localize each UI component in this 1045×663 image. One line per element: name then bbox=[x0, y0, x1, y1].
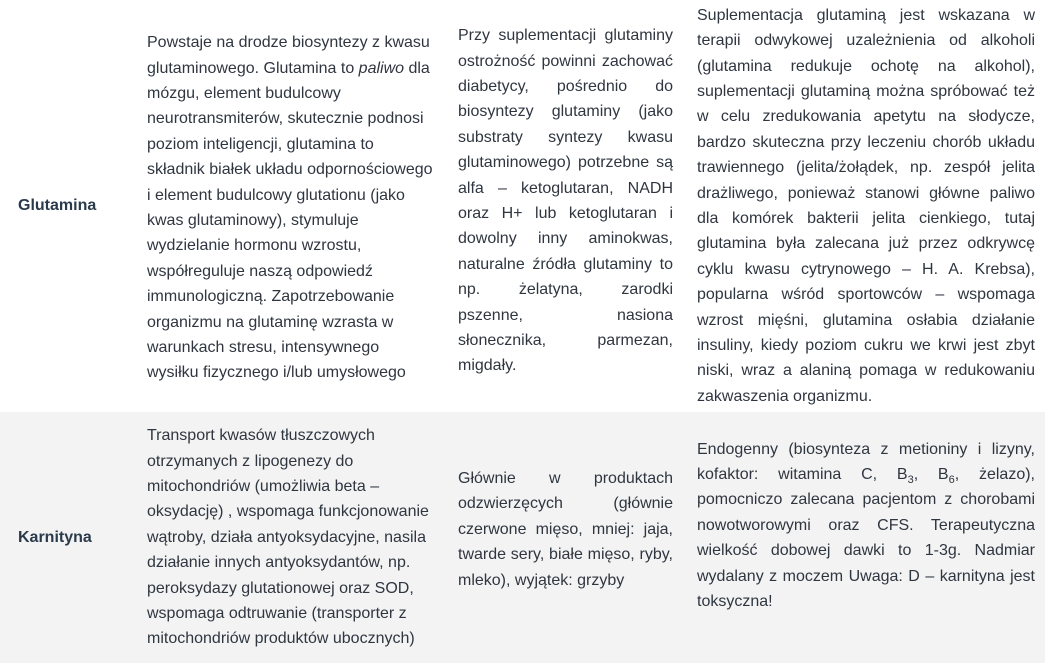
role-text: Transport kwasów tłuszczowych otrzymanych z lipogenezy do mitochondriów (umożliwia beta – oksydację) , wspomaga funkcjonowanie wątroby, działa antyoksydacyjne, nasila działanie innych antyoksydantów, np. peroksydazy glutationowej oraz SOD, wspomaga odtruwanie (transporter z mitochondriów produktów ubocznych) bbox=[147, 427, 429, 648]
notes-text-part: Endogenny (biosynteza z metioniny i lizyny, kofaktor: witamina C, B bbox=[697, 440, 1035, 483]
role-text-part: Powstaje na drodze biosyntezy z kwasu glutaminowego. Glutamina to bbox=[147, 34, 430, 77]
notes-text: Suplementacja glutaminą jest wskazana w terapii odwykowej uzależnienia od alkoholi (glutamina redukuje ochotę na alkohol), suplementacji glutaminą można spróbować też w celu zredukowania apetytu na słodycze, bardzo skuteczna przy leczeniu chorób układu trawiennego (jelita/żołądek, np. zespół jelita drażliwego, ponieważ stanowi główne paliwo dla komórek bakterii jelita cienkiego, tutaj glutamina była zalecana już przez odkrywcę cyklu kwasu cytrynowego – H. A. Krebsa), popularna wśród sportowców – wspomaga wzrost mięśni, glutamina osłabia działanie insuliny, kiedy poziom cukru we krwi jest zbyt niski, wraz a alaniną pomaga w redukowaniu zakwaszenia organizmu. bbox=[697, 6, 1035, 405]
substance-name: Karnityna bbox=[18, 528, 92, 546]
substance-name: Glutamina bbox=[18, 197, 97, 215]
table-row bbox=[0, 412, 1045, 663]
sources-text: Przy suplementacji glutaminy ostrożność powinni zachować diabetycy, pośrednio do biosyntezy glutaminy (jako substraty syntezy kwasu glutaminowego) potrzebne są alfa – ketoglutaran, NADH oraz H+ lub ketoglutaran i dowolny inny aminokwas, naturalne źródła glutaminy to np. żelatyna, zarodki pszenne, nasiona słonecznika, parmezan, migdały. bbox=[458, 27, 673, 375]
sources-text: Głównie w produktach odzwierzęcych (głównie czerwone mięso, mniej: jaja, twarde sery, białe mięso, ryby, mleko), wyjątek: grzyby bbox=[458, 469, 673, 589]
sources-cell bbox=[446, 412, 683, 663]
role-text bbox=[147, 26, 434, 386]
notes-text-part: , B bbox=[913, 465, 949, 483]
notes-text bbox=[697, 437, 1035, 639]
notes-text-part: , żelazo), pomocniczo zalecana pacjentom z chorobami nowotworowymi oraz CFS. Terapeutyczna wielkość dobowej dawki to 1-3g. Nadmiar wydalany z moczem Uwaga: D – karnityna jest toksyczna! bbox=[697, 465, 1036, 611]
sources-cell bbox=[446, 0, 683, 412]
substance-name-cell bbox=[0, 412, 137, 663]
notes-cell bbox=[683, 412, 1045, 663]
notes-cell bbox=[683, 0, 1045, 412]
role-text-italic: paliwo bbox=[358, 59, 405, 77]
role-text-part: dla mózgu, element budulcowy neurotransmiterów, skutecznie podnosi poziom inteligencji, glutamina to składnik białek układu odpornościowego i element budulcowy glutationu (jako kwas glutaminowy), stymuluje wydzielanie hormonu wzrostu, współreguluje naszą odpowiedź immunologiczną. Zapotrzebowanie organizmu na glutaminę wzrasta w warunkach stresu, intensywnego wysiłku fizycznego i/lub umysłowego bbox=[147, 59, 433, 382]
role-cell bbox=[137, 0, 446, 412]
role-cell bbox=[137, 412, 446, 663]
substance-name-cell bbox=[0, 0, 137, 412]
notes-subscript: 6 bbox=[948, 474, 955, 487]
notes-subscript: 3 bbox=[907, 474, 914, 487]
